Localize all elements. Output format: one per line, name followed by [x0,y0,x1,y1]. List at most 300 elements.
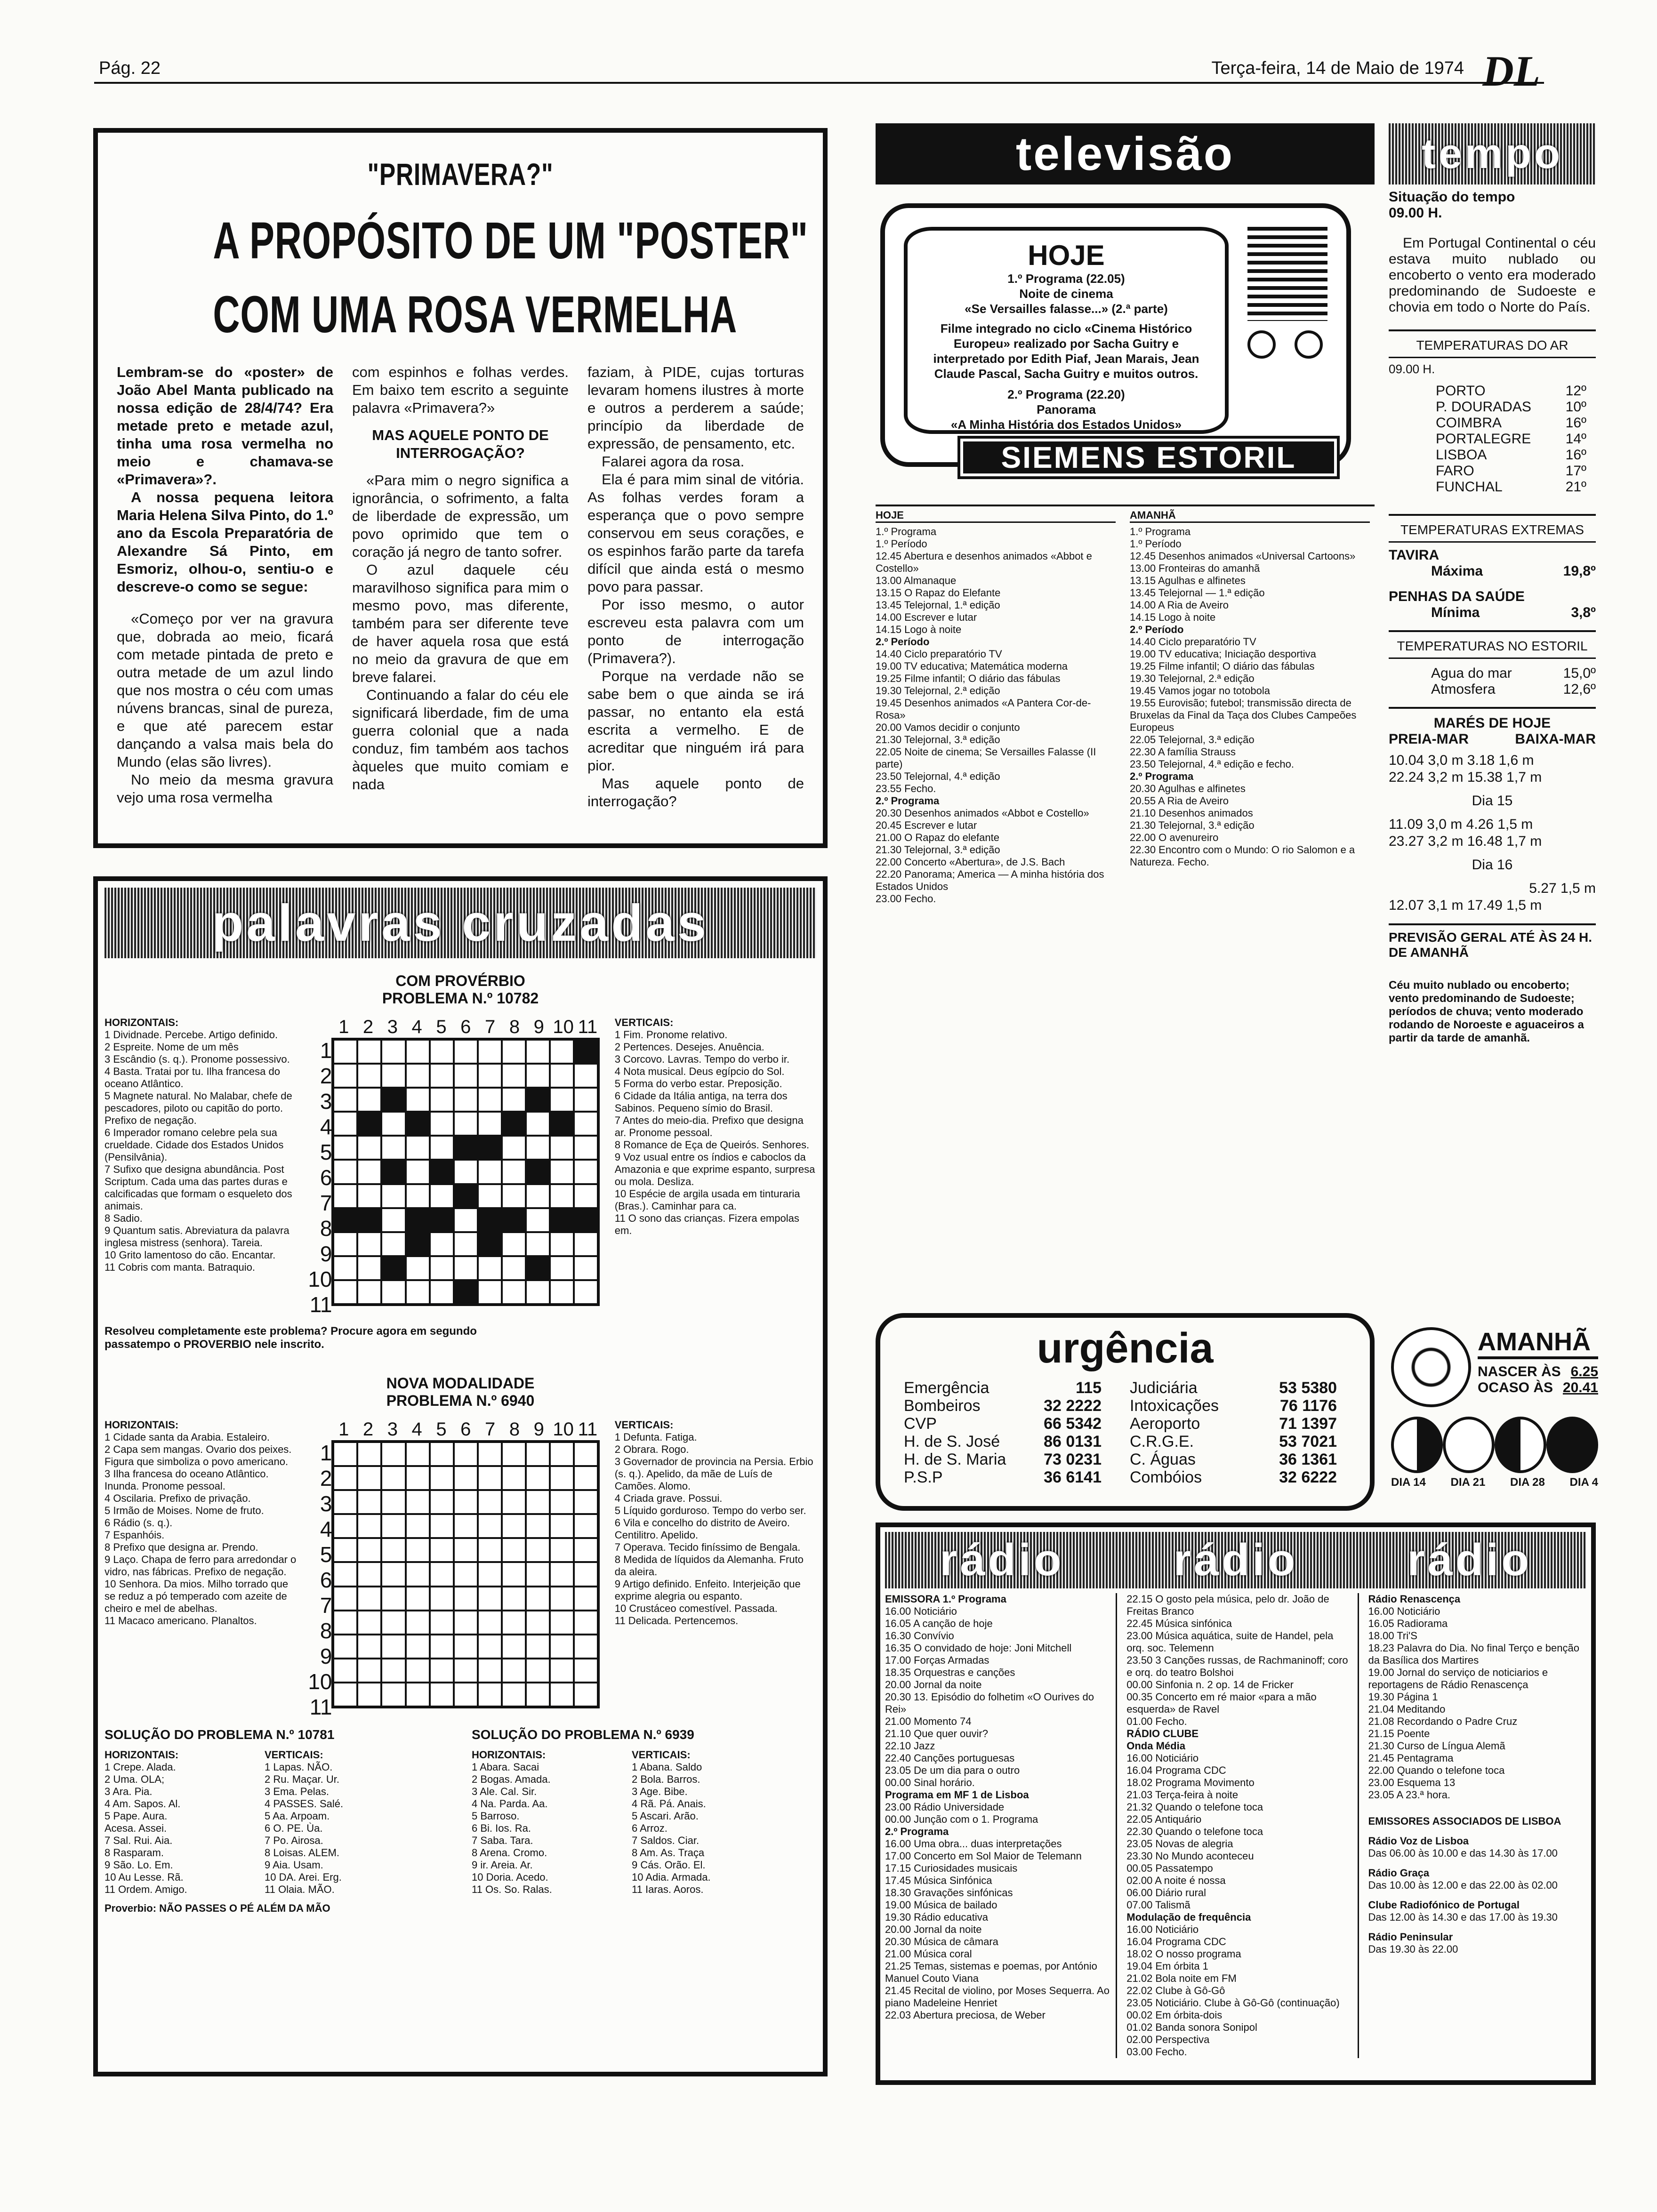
grid-cell[interactable] [454,1208,478,1232]
grid-cell[interactable] [381,1256,405,1280]
grid-cell[interactable] [502,1659,526,1683]
tv-knob-icon [1247,330,1276,359]
grid-cell[interactable] [574,1136,598,1160]
tv-section [876,123,1375,905]
verticals-heading: VERTICAIS: [632,1749,691,1761]
grid-cell[interactable] [574,1635,598,1659]
clue: 8 Romance de Eça de Queirós. Senhores. [614,1139,810,1151]
grid-cell[interactable] [454,1611,478,1635]
grid-cell[interactable] [333,1538,357,1562]
grid-cell[interactable] [550,1538,574,1562]
grid-cell[interactable] [430,1538,454,1562]
proverbio: Proverbio: NÃO PASSES O PÉ ALÉM DA MÃO [105,1902,330,1914]
grid-cell[interactable] [430,1088,454,1112]
crossword-grid-empty[interactable] [331,1440,600,1708]
grid-cell[interactable] [574,1208,598,1232]
grid-cell[interactable] [478,1136,502,1160]
tv-noite: Noite de cinema [1019,287,1113,301]
grid-cell[interactable] [333,1088,357,1112]
grid-cell[interactable] [381,1611,405,1635]
crossword-grid[interactable] [331,1038,600,1306]
grid-cell[interactable] [478,1466,502,1490]
grid-cell[interactable] [526,1280,550,1304]
sunrise-value: 6.25 [1570,1364,1598,1379]
grid-cell[interactable] [550,1683,574,1707]
grid-cell[interactable] [333,1587,357,1611]
grid-cell[interactable] [406,1184,430,1208]
grid-cell[interactable] [357,1112,381,1136]
grid-cell[interactable] [502,1280,526,1304]
grid-cell[interactable] [406,1635,430,1659]
grid-cell[interactable] [406,1611,430,1635]
clue: 7 Antes do meio-dia. Prefixo que designa ar. Pronome pessoal. [614,1114,804,1138]
grid-cell[interactable] [381,1232,405,1256]
grid-cell[interactable] [333,1683,357,1707]
problem-1-heading: COM PROVÉRBIO [395,972,525,989]
grid-cell[interactable] [526,1562,550,1586]
grid-cell[interactable] [454,1232,478,1256]
grid-cell[interactable] [502,1514,526,1538]
grid-cell[interactable] [406,1232,430,1256]
grid-cell[interactable] [333,1635,357,1659]
penhas: PENHAS DA SAÚDE [1389,589,1525,604]
grid-cell[interactable] [478,1256,502,1280]
grid-cell[interactable] [550,1184,574,1208]
verticals-heading: VERTICAIS: [614,1017,674,1028]
grid-cell[interactable] [357,1442,381,1466]
grid-cell[interactable] [454,1184,478,1208]
grid-cell[interactable] [454,1280,478,1304]
grid-cell[interactable] [406,1088,430,1112]
grid-cell[interactable] [574,1490,598,1514]
article-kicker: "PRIMAVERA?" [367,157,554,192]
grid-cell[interactable] [406,1064,430,1088]
grid-cell[interactable] [526,1040,550,1064]
grid-cell[interactable] [478,1514,502,1538]
grid-cell[interactable] [550,1256,574,1280]
grid-cell[interactable] [357,1040,381,1064]
grid-cell[interactable] [333,1659,357,1683]
grid-cell[interactable] [526,1538,550,1562]
grid-cell[interactable] [478,1562,502,1586]
grid-cell[interactable] [478,1184,502,1208]
grid-cell[interactable] [454,1112,478,1136]
grid-cell[interactable] [333,1184,357,1208]
grid-cell[interactable] [430,1490,454,1514]
grid-cell[interactable] [526,1088,550,1112]
grid-cell[interactable] [333,1442,357,1466]
grid-cell[interactable] [454,1587,478,1611]
grid-cell[interactable] [574,1562,598,1586]
grid-cell[interactable] [333,1280,357,1304]
page-number: Pág. 22 [99,58,161,78]
grid-cell[interactable] [357,1659,381,1683]
grid-cell[interactable] [430,1659,454,1683]
grid-cell[interactable] [526,1683,550,1707]
grid-cell[interactable] [478,1088,502,1112]
grid-cell[interactable] [381,1040,405,1064]
grid-cell[interactable] [550,1466,574,1490]
tomorrow-title: AMANHÃ [1478,1327,1598,1359]
estoril-temp-heading: TEMPERATURAS NO ESTORIL [1389,639,1596,659]
forecast-text: Céu muito nublado ou encoberto; vento predominando de Sudoeste; períodos de chuva; vento moderado rodando de Noroeste e aguaceiros a partir da tarde de amanhã. [1389,979,1584,1044]
sunrise-label: NASCER ÀS [1478,1364,1561,1379]
grid-cell[interactable] [357,1064,381,1088]
max-label: Máxima [1431,563,1483,579]
grid-cell[interactable] [526,1112,550,1136]
grid-cell[interactable] [333,1466,357,1490]
grid-cell[interactable] [333,1562,357,1586]
grid-cell[interactable] [357,1232,381,1256]
grid-cell[interactable] [406,1490,430,1514]
grid-cell[interactable] [454,1064,478,1088]
grid-cell[interactable] [454,1683,478,1707]
grid-cell[interactable] [550,1064,574,1088]
grid-cell[interactable] [550,1232,574,1256]
grid-cell[interactable] [381,1587,405,1611]
grid-cell[interactable] [381,1136,405,1160]
grid-cell[interactable] [574,1256,598,1280]
grid-cell[interactable] [478,1442,502,1466]
grid-cell[interactable] [333,1136,357,1160]
grid-cell[interactable] [478,1112,502,1136]
grid-cell[interactable] [357,1611,381,1635]
grid-cell[interactable] [526,1208,550,1232]
grid-cell[interactable] [526,1490,550,1514]
grid-cell[interactable] [574,1659,598,1683]
grid-cell[interactable] [526,1466,550,1490]
crossword-note: Resolveu completamente este problema? Procure agora em segundo passatempo o PROVERBIO nele inscrito. [105,1325,477,1351]
grid-cell[interactable] [454,1136,478,1160]
grid-cell[interactable] [430,1136,454,1160]
grid-cell[interactable] [550,1112,574,1136]
grid-cell[interactable] [430,1587,454,1611]
grid-cell[interactable] [454,1635,478,1659]
grid-cell[interactable] [502,1490,526,1514]
grid-cell[interactable] [574,1587,598,1611]
radio-title: rádio [939,1535,1064,1585]
grid-cell[interactable] [526,1514,550,1538]
grid-cell[interactable] [454,1659,478,1683]
grid-cell[interactable] [550,1514,574,1538]
clue: 10 Espécie de argila usada em tinturaria (Bras.). Caminhar para ca. [614,1188,800,1212]
grid-cell[interactable] [381,1562,405,1586]
atm-value: 12,6º [1563,681,1596,697]
grid-cell[interactable] [550,1136,574,1160]
grid-cell[interactable] [502,1562,526,1586]
high-tide-label: PREIA-MAR [1389,731,1469,747]
solution-1: SOLUÇÃO DO PROBLEMA N.º 10781 HORIZONTAIS: 1 Crepe. Alada. 2 Uma. OLA; 3 Ara. Pia. 4 Am. Sapos. Al. 5 Pape. Aura. Acesa. Assei. 7 Sal. Rui. Aia. 8 Rasparam. 9 São. Lo. Em. 10 Au Lesse. Rã. 11 Ordem. Amigo. VERTICAIS: 1 Lapas. NÃO. 2 Ru. Maçar. Ur. 3 Ema. Pelas. 4 PASSES. Salé. 5 Aa. Arpoam. 6 O. PE. Ùa. 7 Po. Airosa. 8 Loisas. ALEM. 9 Aia. Usam. 10 DA. Arei. Erg. 11 Olaia. MÃO. Proverbio: NÃO PASSES O PÉ ALÉM DA MÃO [105,1727,443,1915]
grid-cell[interactable] [478,1064,502,1088]
tides-table: 10.04 3,0 m 3.18 1,6 m 22.24 3,2 m 15.38 1,7 m Dia 15 11.09 3,0 m 4.26 1,5 m 23.27 3,2 m 16.48 1,7 m Dia 16 5.27 1,5 m 12.07 3,1 m 17.49 1,5 m [1389,753,1596,913]
full-moon-icon [1443,1417,1495,1473]
clue: 1 Fim. Pronome relativo. [614,1029,728,1041]
grid-cell[interactable] [550,1442,574,1466]
grid-cell[interactable] [406,1160,430,1184]
grid-cell[interactable] [454,1466,478,1490]
grid-cell[interactable] [478,1160,502,1184]
solutions [105,1727,816,1915]
grid-cell[interactable] [357,1490,381,1514]
grid-cell[interactable] [454,1490,478,1514]
grid-cell[interactable] [526,1256,550,1280]
grid-cell[interactable] [526,1232,550,1256]
clue: 1 Defunta. Fatiga. [614,1431,697,1443]
clue: 11 O sono das crianças. Fizera empolas em. [614,1212,799,1236]
grid-cell[interactable] [357,1587,381,1611]
article-paragraph: «Para mim o negro significa a ignorância, o sofrimento, a falta de liberdade de expressão, um povo oprimido que tem o coração já negro de tanto sofrer. [352,472,569,560]
grid-cell[interactable] [333,1208,357,1232]
grid-cell[interactable] [381,1064,405,1088]
grid-cell[interactable] [430,1160,454,1184]
grid-cell[interactable] [381,1208,405,1232]
grid-cell[interactable] [502,1587,526,1611]
solution-1-heading: SOLUÇÃO DO PROBLEMA N.º 10781 [105,1727,335,1742]
grid-cell[interactable] [574,1232,598,1256]
clue: 10 Senhora. Da mios. Milho torrado que se reduz a pó temperado com azeite de cheiro e mel de abelhas. [105,1578,289,1614]
article-paragraph: Continuando a falar do céu ele significará liberdade, fim de uma guerra colonial que a nada conduz, fim também aos tachos àqueles que muito comiam e nada [352,687,569,793]
weather-situation-text: Em Portugal Continental o céu estava muito nublado ou encoberto o vento era moderado predominando de Sudoeste e chovia em todo o Norte do País. [1389,235,1596,315]
grid-cell[interactable] [406,1538,430,1562]
grid-cell[interactable] [430,1280,454,1304]
grid-cell[interactable] [454,1088,478,1112]
grid-cell[interactable] [574,1160,598,1184]
grid-cell[interactable] [502,1112,526,1136]
grid-cell[interactable] [574,1442,598,1466]
grid-cell[interactable] [333,1064,357,1088]
grid-cell[interactable] [502,1088,526,1112]
new-moon-dark-icon [1546,1417,1598,1473]
grid-cell[interactable] [333,1256,357,1280]
problem-1-verticals [615,1017,816,1306]
grid-cell[interactable] [406,1466,430,1490]
grid-cell[interactable] [454,1256,478,1280]
grid-cell[interactable] [406,1136,430,1160]
grid-cell[interactable] [502,1232,526,1256]
grid-cell[interactable] [478,1683,502,1707]
grid-cell[interactable] [478,1538,502,1562]
grid-cell[interactable] [357,1683,381,1707]
air-temp-heading: TEMPERATURAS DO AR [1389,338,1596,358]
grid-cell[interactable] [502,1184,526,1208]
grid-cell[interactable] [357,1280,381,1304]
grid-cell[interactable] [381,1659,405,1683]
grid-cell[interactable] [502,1256,526,1280]
grid-cell[interactable] [381,1514,405,1538]
grid-cell[interactable] [574,1466,598,1490]
grid-cell[interactable] [478,1659,502,1683]
grid-cell[interactable] [478,1635,502,1659]
grid-cell[interactable] [502,1466,526,1490]
grid-cell[interactable] [430,1112,454,1136]
article-column-1 [117,363,333,810]
grid-cell[interactable] [574,1280,598,1304]
grid-cell[interactable] [526,1635,550,1659]
grid-cell[interactable] [574,1064,598,1088]
grid-cell[interactable] [550,1088,574,1112]
grid-cell[interactable] [406,1442,430,1466]
grid-cell[interactable] [430,1040,454,1064]
tv-amanha-heading: AMANHÃ [1130,509,1370,523]
grid-cell[interactable] [357,1088,381,1112]
horizontals-heading: HORIZONTAIS: [105,1749,179,1761]
grid-cell[interactable] [478,1587,502,1611]
grid-cell[interactable] [550,1611,574,1635]
clue: 10 Grito lamentoso do cão. Encantar. [105,1249,276,1261]
moon-day: DIA 4 [1569,1476,1598,1489]
grid-cell[interactable] [357,1562,381,1586]
grid-cell[interactable] [357,1136,381,1160]
article-columns [117,363,804,810]
grid-cell[interactable] [454,1562,478,1586]
grid-cell[interactable] [406,1659,430,1683]
grid-cell[interactable] [430,1208,454,1232]
grid-cell[interactable] [478,1040,502,1064]
grid-cell[interactable] [430,1562,454,1586]
grid-cell[interactable] [526,1611,550,1635]
grid-cell[interactable] [381,1280,405,1304]
grid-cell[interactable] [430,1184,454,1208]
grid-cell[interactable] [478,1490,502,1514]
grid-cell[interactable] [550,1208,574,1232]
clue: 9 Quantum satis. Abreviatura da palavra inglesa mistress (senhora). Tareia. [105,1225,290,1249]
grid-cell[interactable] [550,1280,574,1304]
grid-cell[interactable] [550,1635,574,1659]
grid-cell[interactable] [526,1587,550,1611]
grid-cell[interactable] [406,1112,430,1136]
grid-cell[interactable] [574,1088,598,1112]
grid-cell[interactable] [381,1683,405,1707]
grid-cell[interactable] [406,1256,430,1280]
radio-column-3: Rádio Renascença 16.00 Noticiário 16.05 Radiorama 18.00 Tri'S 18.23 Palavra do Dia. No final Terço e benção da Basílica dos Martires 19.00 Jornal do serviço de noticiarios e reportagens de Rádio Renascença 19.30 Página 1 21.04 Meditando 21.08 Recordando o Padre Cruz 21.15 Poente 21.30 Curso de Língua Alemã 21.45 Pentagrama 22.00 Quando o telefone toca 23.00 Esquema 13 23.05 A 23.ª hora. EMISSORES ASSOCIADOS DE LISBOA Rádio Voz de Lisboa Das 06.00 às 10.00 e das 14.30 às 17.00 Rádio Graça Das 10.00 às 12.00 e das 22.00 às 02.00 Clube Radiofónico de Portugal Das 12.00 às 14.30 e das 17.00 às 19.30 Rádio Peninsular Das 19.30 às 22.00 [1368,1593,1579,1955]
grid-cell[interactable] [357,1514,381,1538]
article-paragraph: O azul daquele céu maravilhoso significa para mim o mesmo povo, mas diferente, também para ser diferente teve de haver aquela rosa que está no meio da gravura de que em breve falarei. [352,561,569,685]
clue: 5 Forma do verbo estar. Preposição. [614,1078,782,1090]
grid-cell[interactable] [454,1040,478,1064]
grid-cell[interactable] [430,1683,454,1707]
grid-cell[interactable] [502,1611,526,1635]
grid-cell[interactable] [574,1112,598,1136]
grid-cell[interactable] [574,1040,598,1064]
grid-cell[interactable] [357,1538,381,1562]
grid-cell[interactable] [381,1538,405,1562]
grid-cell[interactable] [406,1683,430,1707]
grid-cell[interactable] [574,1538,598,1562]
grid-cell[interactable] [550,1562,574,1586]
grid-cell[interactable] [430,1635,454,1659]
grid-cell[interactable] [502,1064,526,1088]
grid-cell[interactable] [550,1490,574,1514]
air-temp-table: PORTO 12º P. DOURADAS 10º COIMBRA 16º PORTALEGRE 14º LISBOA 16º FARO 17º FUNCHAL 21º [1436,383,1586,495]
moon-day: DIA 14 [1391,1476,1426,1489]
grid-cell[interactable] [406,1280,430,1304]
grid-cell[interactable] [478,1280,502,1304]
grid-cell[interactable] [574,1611,598,1635]
grid-cell[interactable] [502,1635,526,1659]
horizontals-heading: HORIZONTAIS: [472,1749,546,1761]
grid-cell[interactable] [550,1587,574,1611]
grid-cell[interactable] [454,1538,478,1562]
grid-cell[interactable] [430,1256,454,1280]
grid-cell[interactable] [381,1442,405,1466]
grid-cell[interactable] [502,1208,526,1232]
grid-cell[interactable] [430,1064,454,1088]
grid-cell[interactable] [502,1538,526,1562]
grid-cell[interactable] [502,1136,526,1160]
grid-cell[interactable] [381,1112,405,1136]
grid-cell[interactable] [381,1184,405,1208]
grid-cell[interactable] [406,1208,430,1232]
grid-cell[interactable] [357,1256,381,1280]
grid-cell[interactable] [333,1611,357,1635]
grid-cell[interactable] [333,1112,357,1136]
article-column-2 [352,363,569,810]
grid-cell[interactable] [550,1160,574,1184]
grid-cell[interactable] [406,1040,430,1064]
grid-cell[interactable] [430,1232,454,1256]
clue: 1 Cidade santa da Arabia. Estaleiro. [105,1431,270,1443]
column-numbers: 1 2 3 4 5 6 7 8 9 10 11 [338,1419,598,1440]
grid-cell[interactable] [430,1442,454,1466]
grid-cell[interactable] [526,1442,550,1466]
grid-cell[interactable] [502,1683,526,1707]
grid-cell[interactable] [381,1088,405,1112]
grid-cell[interactable] [454,1514,478,1538]
grid-cell[interactable] [333,1490,357,1514]
grid-cell[interactable] [574,1514,598,1538]
grid-cell[interactable] [478,1232,502,1256]
grid-cell[interactable] [526,1136,550,1160]
grid-cell[interactable] [333,1160,357,1184]
grid-cell[interactable] [333,1040,357,1064]
grid-cell[interactable] [381,1160,405,1184]
tv-minha: «A Minha História dos Estados Unidos» [950,417,1182,432]
grid-cell[interactable] [478,1611,502,1635]
grid-cell[interactable] [406,1587,430,1611]
grid-cell[interactable] [454,1160,478,1184]
grid-cell[interactable] [381,1490,405,1514]
grid-cell[interactable] [574,1683,598,1707]
grid-cell[interactable] [526,1064,550,1088]
grid-cell[interactable] [502,1040,526,1064]
grid-cell[interactable] [430,1466,454,1490]
grid-cell[interactable] [381,1635,405,1659]
grid-cell[interactable] [406,1514,430,1538]
grid-cell[interactable] [574,1184,598,1208]
grid-cell[interactable] [430,1611,454,1635]
grid-cell[interactable] [550,1659,574,1683]
grid-cell[interactable] [526,1659,550,1683]
grid-cell[interactable] [357,1466,381,1490]
grid-cell[interactable] [406,1562,430,1586]
grid-cell[interactable] [502,1160,526,1184]
grid-cell[interactable] [357,1208,381,1232]
grid-cell[interactable] [381,1466,405,1490]
grid-cell[interactable] [550,1040,574,1064]
clue: 10 Crustáceo comestível. Passada. [614,1603,778,1614]
grid-cell[interactable] [333,1514,357,1538]
grid-cell[interactable] [333,1232,357,1256]
grid-cell[interactable] [357,1184,381,1208]
grid-cell[interactable] [502,1442,526,1466]
grid-cell[interactable] [526,1160,550,1184]
grid-cell[interactable] [357,1635,381,1659]
grid-cell[interactable] [430,1514,454,1538]
grid-cell[interactable] [454,1442,478,1466]
grid-cell[interactable] [357,1160,381,1184]
grid-cell[interactable] [478,1208,502,1232]
grid-cell[interactable] [526,1184,550,1208]
